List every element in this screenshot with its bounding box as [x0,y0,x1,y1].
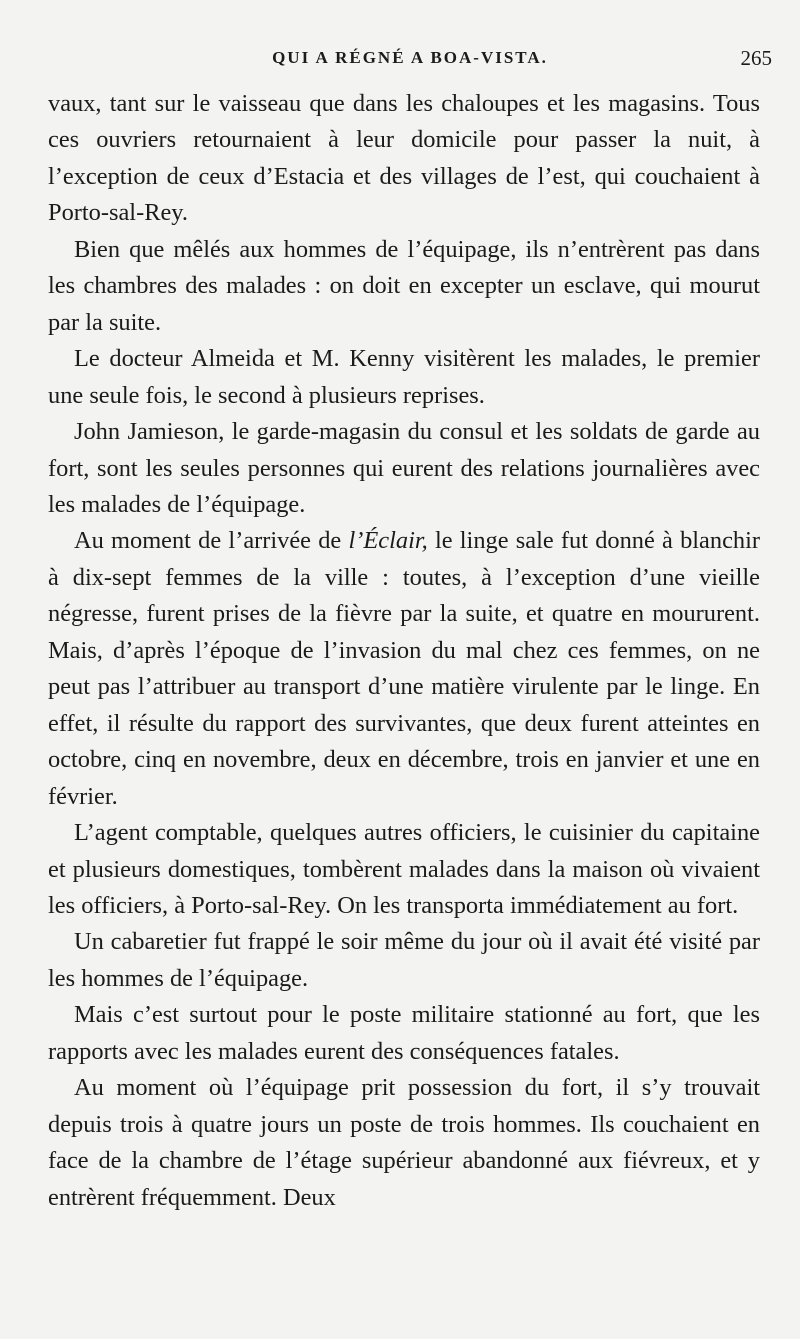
paragraph-1: vaux, tant sur le vaisseau que dans les chaloupes et les magasins. Tous ces ouvriers retournaient à leur domicile pour passer la nuit, à l’exception de ceux d’Estacia et des villages de l’est, qui couchaient à Porto-sal-Rey. [48,90,760,227]
page-header [48,44,772,78]
paragraph-6: L’agent comptable, quelques autres officiers, le cuisinier du capitaine et plusieurs domestiques, tombèrent malades dans la maison où vivaient les officiers, à Porto-sal-Rey. On les transporta immédiatement au fort. [48,819,760,919]
paragraph-4: John Jamieson, le garde-magasin du consul et les soldats de garde au fort, sont les seules personnes qui eurent des relations journalières avec les malades de l’équipage. [48,418,760,518]
paragraph-5 [48,523,760,815]
ship-name-eclair: l’Éclair, [348,527,428,555]
body-text [48,86,760,1216]
paragraph-7: Un cabaretier fut frappé le soir même du jour où il avait été visité par les hommes de l’équipage. [48,928,760,992]
paragraph-8: Mais c’est surtout pour le poste militaire stationné au fort, que les rapports avec les malades eurent des conséquences fatales. [48,1001,760,1065]
paragraph-5-rest: le linge sale fut donné à blanchir à dix-sept femmes de la ville : toutes, à l’exception d’une vieille négresse, furent prises de la fièvre par la suite, et quatre en moururent. Mais, d’après l’époque de l’invasion du mal chez ces femmes, on ne peut pas l’attribuer au transport d’une matière virulente par le linge. En effet, il résulte du rapport des survivantes, que deux furent atteintes en octobre, cinq en novembre, deux en décembre, trois en janvier et une en février. [48,527,760,810]
paragraph-3: Le docteur Almeida et M. Kenny visitèrent les malades, le premier une seule fois, le second à plusieurs reprises. [48,345,760,409]
paragraph-5-start: Au moment de l’arrivée de [74,527,349,555]
paragraph-9: Au moment où l’équipage prit possession du fort, il s’y trouvait depuis trois à quatre jours un poste de trois hommes. Ils couchaient en face de la chambre de l’étage supérieur abandonné aux fiévreux, et y entrèrent fréquemment. Deux [48,1074,760,1211]
paragraph-2: Bien que mêlés aux hommes de l’équipage, ils n’entrèrent pas dans les chambres des malades : on doit en excepter un esclave, qui mourut par la suite. [48,235,760,336]
running-head: QUI A RÉGNÉ A BOA-VISTA. [272,48,548,67]
page-number: 265 [740,46,772,70]
